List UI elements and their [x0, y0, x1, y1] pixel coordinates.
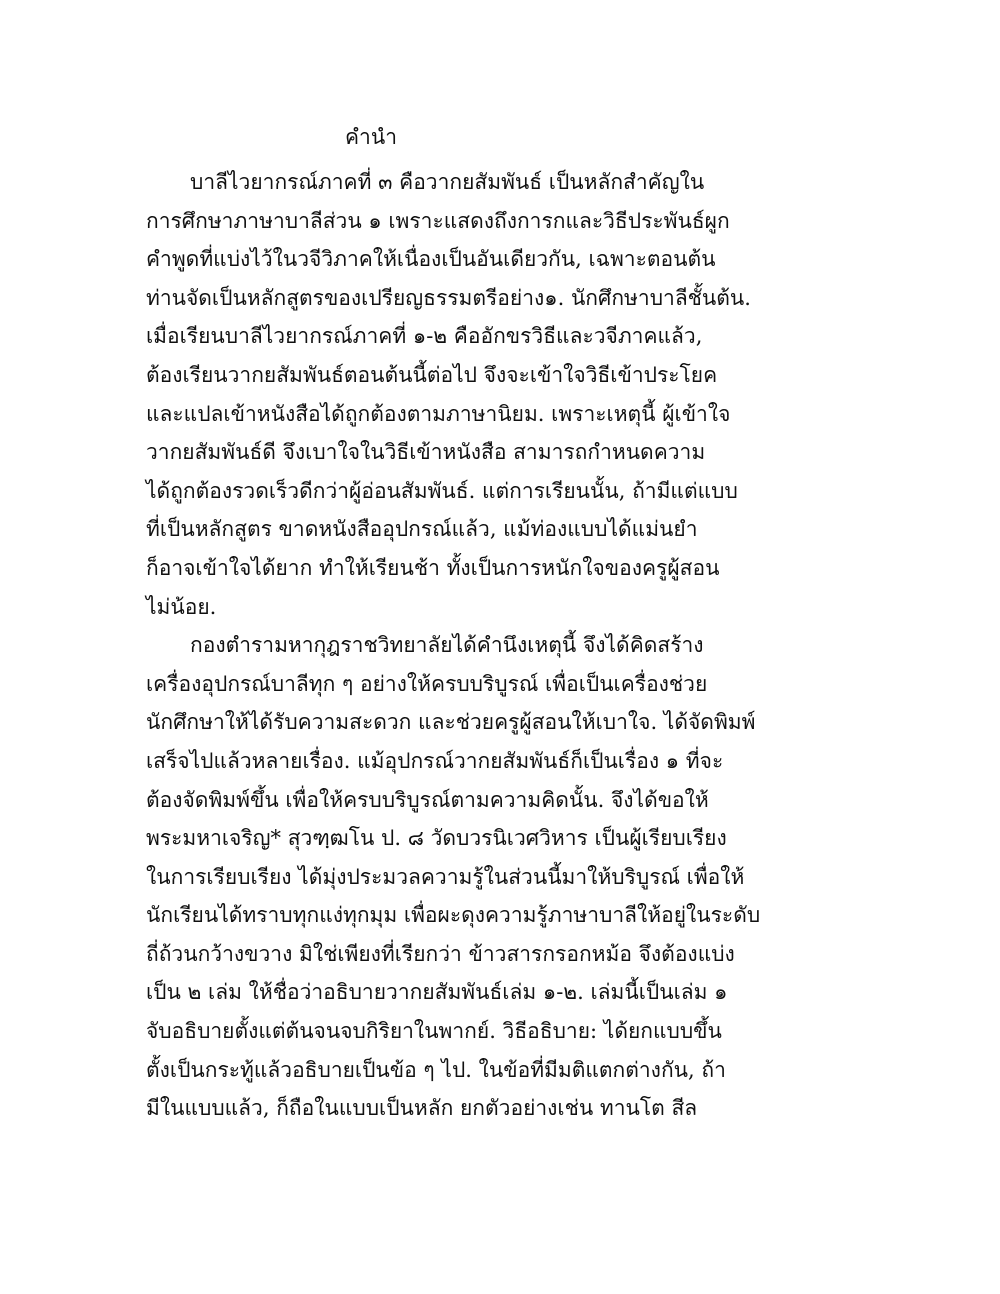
text-line: การศึกษาภาษาบาลีส่วน ๑ เพราะแสดงถึงการกและวิธีประพันธ์ผูก	[146, 208, 730, 233]
text-line: นักเรียนได้ทราบทุกแง่ทุกมุม เพื่อผะดุงความรู้ภาษาบาลีให้อยู่ในระดับ	[146, 903, 761, 928]
text-line: เป็น ๒ เล่ม ให้ชื่อว่าอธิบายวากยสัมพันธ์เล่ม ๑-๒. เล่มนี้เป็นเล่ม ๑	[146, 980, 728, 1005]
text-line: ตั้งเป็นกระทู้แล้วอธิบายเป็นข้อ ๆ ไป. ในข้อที่มีมติแตกต่างกัน, ถ้า	[146, 1057, 726, 1082]
text-line: คำพูดที่แบ่งไว้ในวจีวิภาคให้เนื่องเป็นอันเดียวกัน, เฉพาะตอนต้น	[146, 247, 716, 272]
text-line: ถี่ถ้วนกว้างขวาง มิใช่เพียงที่เรียกว่า ข้าวสารกรอกหม้อ จึงต้องแบ่ง	[146, 941, 735, 966]
text-line: ท่านจัดเป็นหลักสูตรของเปรียญธรรมตรีอย่าง๑. นักศึกษาบาลีชั้นต้น.	[146, 285, 751, 310]
text-line: กองตำรามหากุฎราชวิทยาลัยได้คำนึงเหตุนี้ จึงได้คิดสร้าง	[190, 633, 704, 658]
body-text	[146, 163, 761, 1128]
text-line: บาลีไวยากรณ์ภาคที่ ๓ คือวากยสัมพันธ์ เป็นหลักสำคัญใน	[190, 170, 705, 194]
text-line: เครื่องอุปกรณ์บาลีทุก ๆ อย่างให้ครบบริบูรณ์ เพื่อเป็นเครื่องช่วย	[146, 671, 708, 696]
text-line: เสร็จไปแล้วหลายเรื่อง. แม้อุปกรณ์วากยสัมพันธ์ก็เป็นเรื่อง ๑ ที่จะ	[146, 748, 724, 773]
text-line: พระมหาเจริญ* สุวฑฺฒโน ป. ๘ วัดบวรนิเวศวิหาร เป็นผู้เรียบเรียง	[146, 826, 727, 851]
text-line: นักศึกษาให้ได้รับความสะดวก และช่วยครูผู้สอนให้เบาใจ. ได้จัดพิมพ์	[146, 710, 756, 735]
text-line: ได้ถูกต้องรวดเร็วดีกว่าผู้อ่อนสัมพันธ์. แต่การเรียนนั้น, ถ้ามีแต่แบบ	[146, 478, 738, 503]
text-line: ที่เป็นหลักสูตร ขาดหนังสืออุปกรณ์แล้ว, แม้ท่องแบบได้แม่นยำ	[146, 517, 698, 542]
text-line: ต้องเรียนวากยสัมพันธ์ตอนต้นนี้ต่อไป จึงจะเข้าใจวิธีเข้าประโยค	[146, 362, 718, 387]
text-line: จับอธิบายตั้งแต่ต้นจนจบกิริยาในพากย์. วิธีอธิบาย: ได้ยกแบบขึ้น	[146, 1019, 722, 1044]
text-line: เมื่อเรียนบาลีไวยากรณ์ภาคที่ ๑-๒ คืออักขรวิธีและวจีภาคแล้ว,	[146, 324, 703, 349]
text-line: ก็อาจเข้าใจได้ยาก ทำให้เรียนช้า ทั้งเป็นการหนักใจของครูผู้สอน	[146, 555, 720, 580]
text-line: มีในแบบแล้ว, ก็ถือในแบบเป็นหลัก ยกตัวอย่างเช่น ทานโต สีล	[146, 1096, 698, 1121]
text-line: ไม่น้อย.	[146, 594, 217, 619]
text-line: ต้องจัดพิมพ์ขึ้น เพื่อให้ครบบริบูรณ์ตามความคิดนั้น. จึงได้ขอให้	[146, 787, 709, 812]
text-line: และแปลเข้าหนังสือได้ถูกต้องตามภาษานิยม. เพราะเหตุนี้ ผู้เข้าใจ	[146, 401, 731, 426]
text-line: วากยสัมพันธ์ดี จึงเบาใจในวิธีเข้าหนังสือ สามารถกำหนดความ	[146, 440, 706, 465]
text-line: ในการเรียบเรียง ได้มุ่งประมวลความรู้ในส่วนนี้มาให้บริบูรณ์ เพื่อให้	[146, 864, 745, 889]
page-title: คำนำ	[345, 125, 397, 149]
